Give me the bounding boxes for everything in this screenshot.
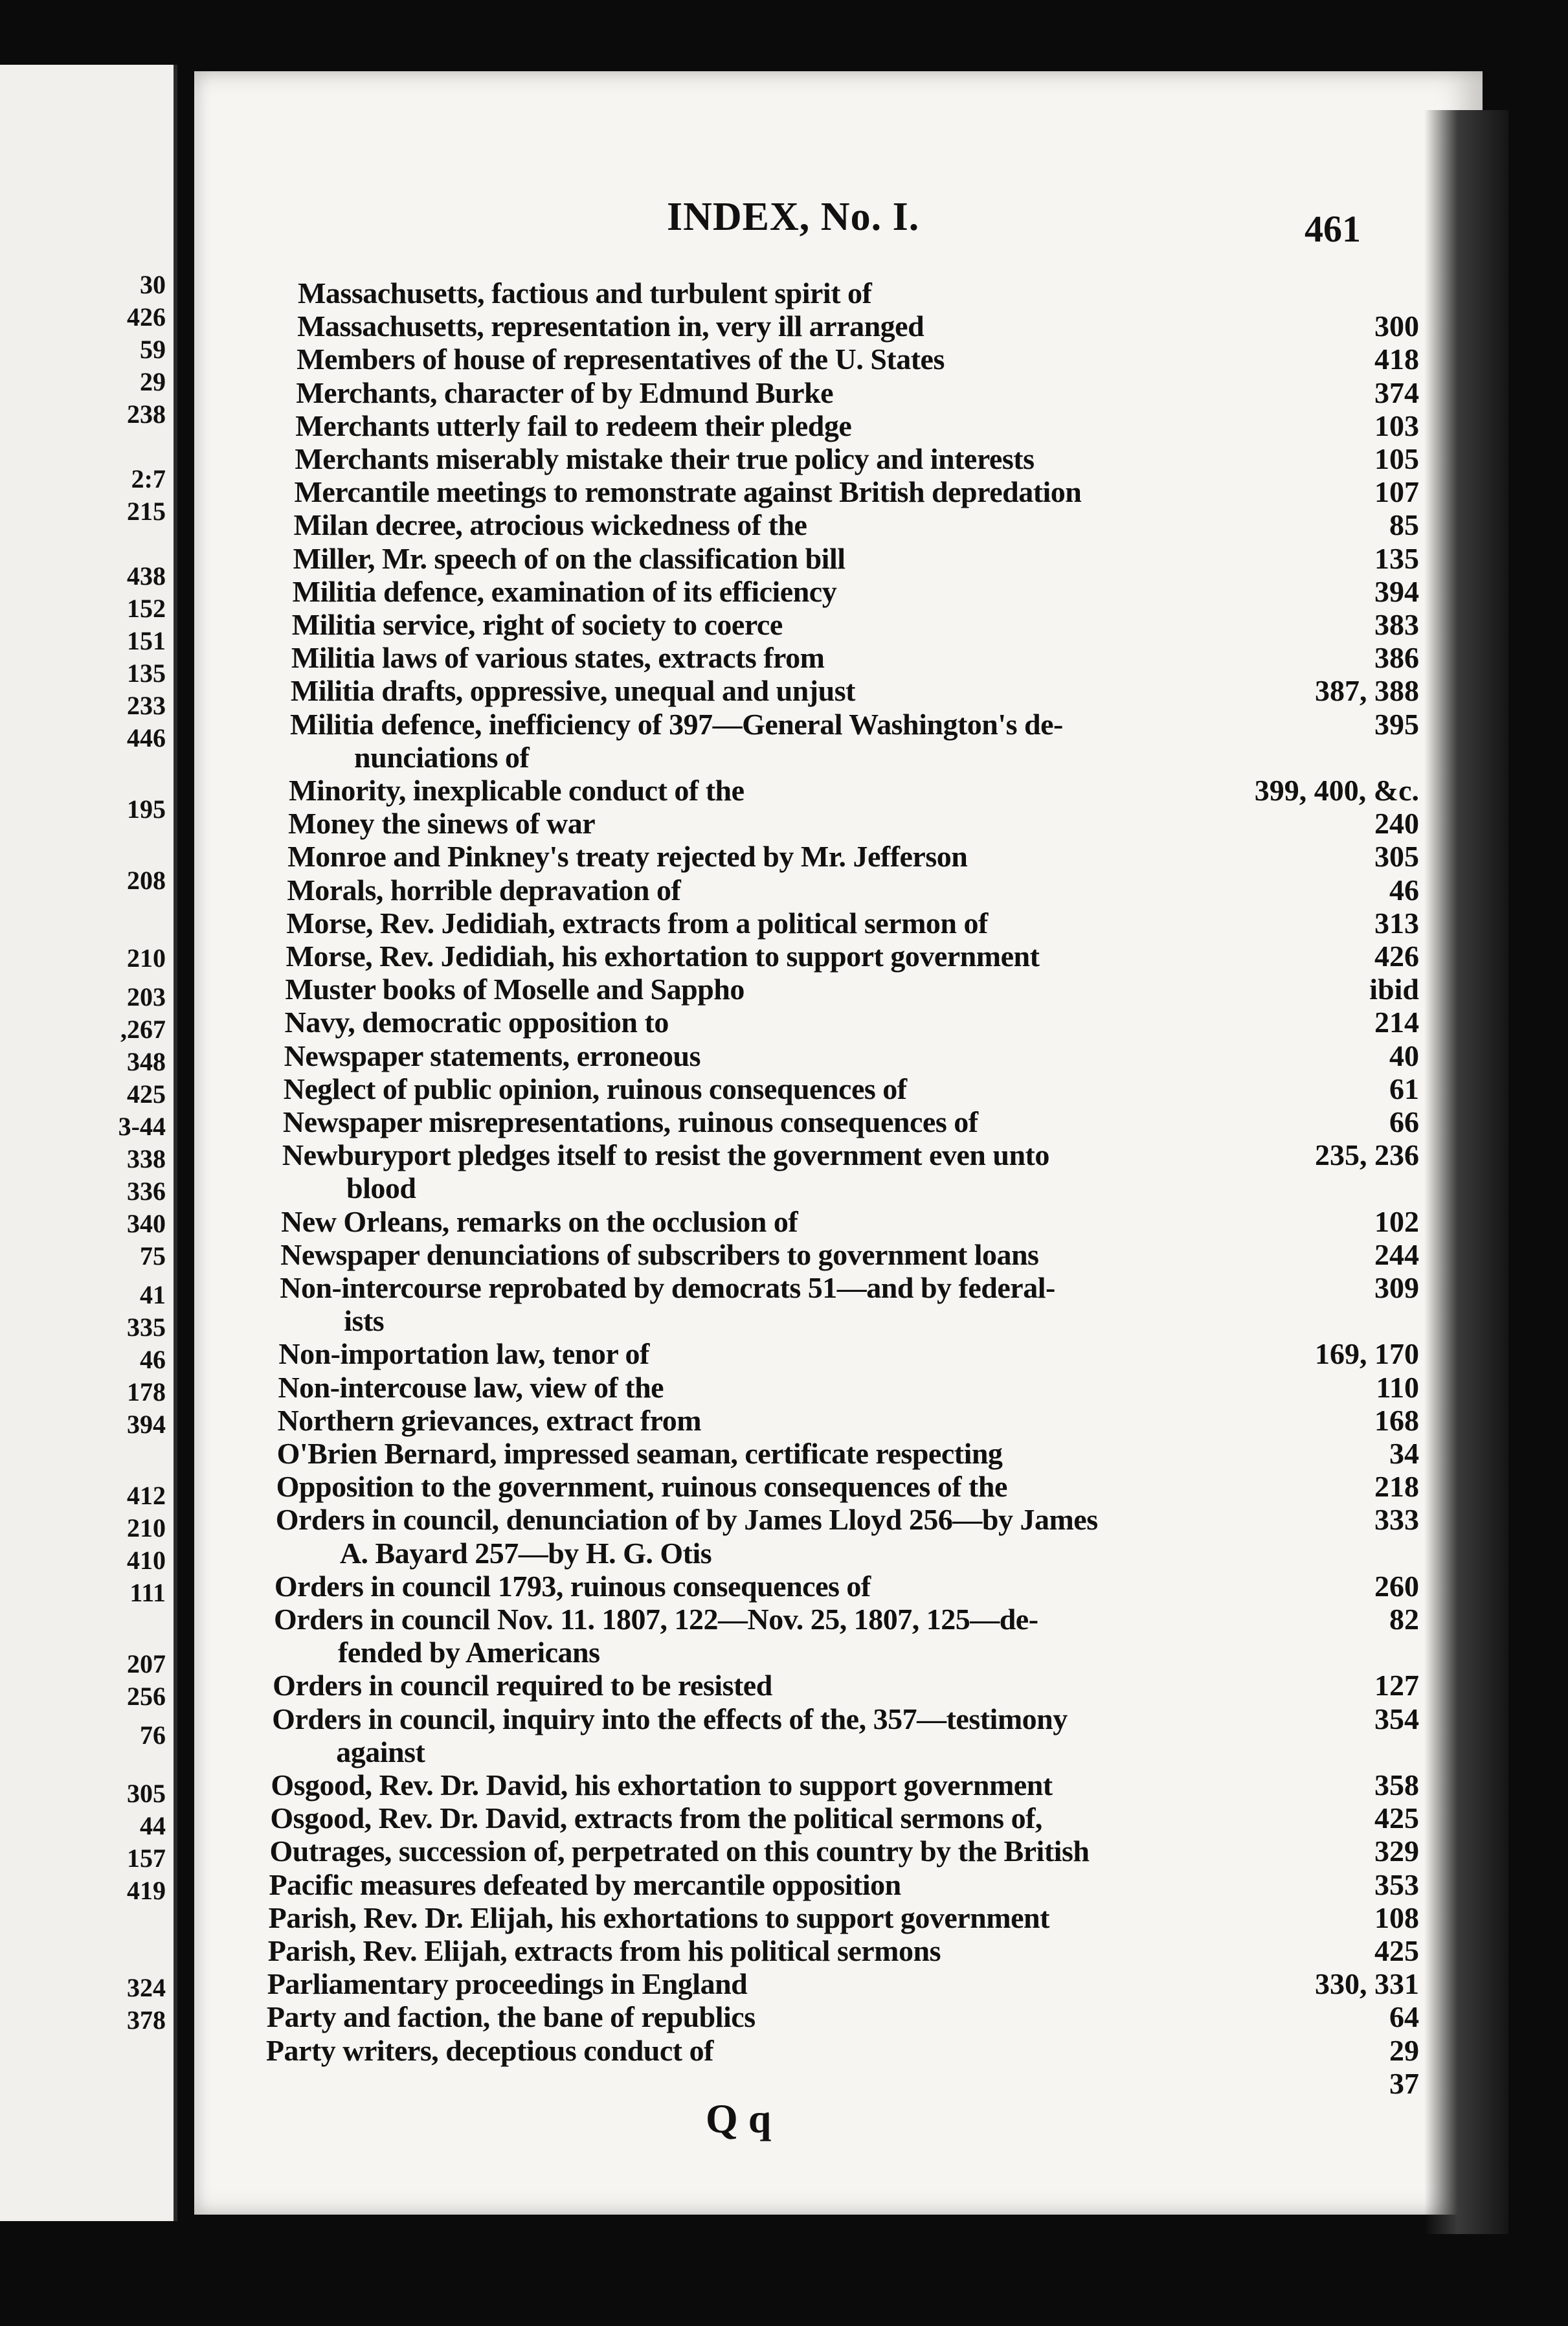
index-entry-page: 34 xyxy=(1389,1437,1419,1470)
left-page-number: 336 xyxy=(127,1177,166,1206)
index-entry-text: Morals, horrible depravation of xyxy=(287,873,681,907)
index-entry-page: ibid xyxy=(1369,973,1419,1006)
index-entry-page: 383 xyxy=(1374,608,1419,641)
left-page-number: 157 xyxy=(127,1844,166,1873)
left-page-number: 75 xyxy=(140,1241,166,1270)
left-page-number: 29 xyxy=(140,367,166,396)
index-entry-text: Osgood, Rev. Dr. David, his exhortation to support government xyxy=(271,1768,1053,1801)
left-page-number: 215 xyxy=(127,497,166,526)
index-entry-page: 85 xyxy=(1389,508,1419,542)
index-entry-page: 107 xyxy=(1374,475,1419,509)
left-page-number: 152 xyxy=(127,594,166,623)
index-entry-text: Outrages, succession of, perpetrated on this country by the British xyxy=(269,1835,1090,1868)
left-page-number: 348 xyxy=(127,1047,166,1076)
index-entry-page: 240 xyxy=(1374,807,1419,841)
index-entry-page: 260 xyxy=(1374,1569,1419,1603)
index-entry-text: blood xyxy=(346,1171,416,1205)
left-page-number: 233 xyxy=(127,691,166,720)
index-entry-text: Non-intercouse law, view of the xyxy=(278,1370,664,1404)
index-entry-text: Miller, Mr. speech of on the classification bill xyxy=(293,541,846,575)
index-entry-text: Muster books of Moselle and Sappho xyxy=(285,973,745,1006)
left-page-number: 412 xyxy=(127,1481,166,1510)
index-entry-page: 333 xyxy=(1374,1503,1419,1537)
left-page-number: 3-44 xyxy=(118,1112,166,1141)
index-entry-page: 103 xyxy=(1374,409,1419,442)
index-entry-text: Money the sinews of war xyxy=(288,807,596,841)
index-entry-text: Minority, inexplicable conduct of the xyxy=(289,774,745,807)
left-page-number: 338 xyxy=(127,1144,166,1173)
left-page-number: 446 xyxy=(127,723,166,752)
index-entry-page: 305 xyxy=(1374,840,1419,874)
left-page-number: 305 xyxy=(127,1779,166,1808)
index-entry-text: Militia service, right of society to coerce xyxy=(291,608,783,641)
index-entry-page: 353 xyxy=(1374,1868,1419,1901)
left-page-number: 207 xyxy=(127,1649,166,1678)
left-page-number: 238 xyxy=(127,400,166,429)
left-page-number: 46 xyxy=(140,1345,166,1374)
index-entry-page: 168 xyxy=(1374,1403,1419,1437)
left-page-number: 195 xyxy=(127,795,166,824)
left-page-number: 203 xyxy=(127,982,166,1011)
index-entry-text: New Orleans, remarks on the occlusion of xyxy=(281,1204,798,1238)
index-entry-page: 235, 236 xyxy=(1315,1138,1419,1172)
index-entry-text: Parliamentary proceedings in England xyxy=(267,1967,748,2001)
index-entry-page: 394 xyxy=(1374,574,1419,608)
left-page-number: 324 xyxy=(127,1973,166,2002)
index-entry-page: 374 xyxy=(1374,376,1419,409)
index-entry-text: Milan decree, atrocious wickedness of the xyxy=(293,508,807,542)
index-entry-text: Orders in council 1793, ruinous consequences of xyxy=(274,1569,871,1603)
left-page-number: 208 xyxy=(127,866,166,895)
index-entry-text: Mercantile meetings to remonstrate against British depredation xyxy=(294,475,1082,509)
index-entry-page: 354 xyxy=(1374,1702,1419,1735)
index-entry-page: 169, 170 xyxy=(1315,1337,1419,1371)
index-entry-text: Party writers, deceptious conduct of xyxy=(265,2033,713,2067)
left-page-number: 41 xyxy=(140,1280,166,1309)
index-entry-text: nunciations of xyxy=(354,740,530,774)
left-page-number: 59 xyxy=(140,335,166,364)
index-entry-text: Newspaper statements, erroneous xyxy=(284,1039,701,1072)
index-entry-page: 300 xyxy=(1374,310,1419,343)
left-page-number: 2:7 xyxy=(131,464,166,493)
index-entry-page: 387, 388 xyxy=(1315,674,1419,708)
index-entry-text: Party and faction, the bane of republics xyxy=(266,2000,756,2034)
index-entry-page: 425 xyxy=(1374,1801,1419,1835)
index-entry-page: 386 xyxy=(1374,641,1419,675)
running-title: INDEX, No. I. xyxy=(667,195,920,239)
index-entry-text: Neglect of public opinion, ruinous consequences of xyxy=(283,1072,907,1105)
index-entry-page: 37 xyxy=(1389,2066,1419,2100)
index-entry-page: 425 xyxy=(1374,1934,1419,1967)
index-entry-text: Orders in council, inquiry into the effects of the, 357—testimony xyxy=(272,1702,1068,1735)
left-page-number: 135 xyxy=(127,659,166,688)
index-entry-page: 399, 400, &c. xyxy=(1254,774,1419,807)
index-entry-text: Opposition to the government, ruinous consequences of the xyxy=(276,1470,1007,1504)
signature-mark: Q q xyxy=(706,2095,772,2141)
index-entry-text: Orders in council Nov. 11. 1807, 122—Nov. 25, 1807, 125—de- xyxy=(273,1603,1038,1636)
index-entry-text: Orders in council, denunciation of by James Lloyd 256—by James xyxy=(275,1503,1098,1537)
index-entry-text: Monroe and Pinkney's treaty rejected by Mr. Jefferson xyxy=(287,840,968,874)
index-entry-page: 218 xyxy=(1374,1470,1419,1504)
index-entry-text: Members of house of representatives of the U. States xyxy=(297,343,945,376)
index-entry-text: Massachusetts, representation in, very ill arranged xyxy=(297,310,924,343)
index-entry-page: 102 xyxy=(1374,1204,1419,1238)
index-entry-text: fended by Americans xyxy=(338,1636,600,1669)
index-entry-text: A. Bayard 257—by H. G. Otis xyxy=(339,1536,712,1570)
index-entry-text: Massachusetts, factious and turbulent spirit of xyxy=(298,277,872,310)
index-entry-page: 66 xyxy=(1389,1105,1419,1138)
index-entry-text: Non-importation law, tenor of xyxy=(278,1337,649,1371)
index-entry-text: Osgood, Rev. Dr. David, extracts from the political sermons of, xyxy=(270,1801,1042,1835)
left-page-number: 378 xyxy=(127,2005,166,2035)
index-entry-text: against xyxy=(336,1735,425,1768)
index-entry-text: Militia laws of various states, extracts from xyxy=(291,641,825,675)
left-page-number: 426 xyxy=(127,302,166,332)
index-entry-page: 426 xyxy=(1374,940,1419,973)
left-page-number: 76 xyxy=(140,1721,166,1750)
index-entry-text: Militia defence, examination of its efficiency xyxy=(292,574,837,608)
index-entry-text: ists xyxy=(344,1304,385,1338)
left-page-number: 44 xyxy=(140,1811,166,1840)
left-page-number: 210 xyxy=(127,1513,166,1542)
index-entry-page: 110 xyxy=(1376,1370,1419,1404)
left-page-number: 256 xyxy=(127,1682,166,1711)
index-entry-text: Militia drafts, oppressive, unequal and unjust xyxy=(290,674,855,708)
index-entry-text: Morse, Rev. Jedidiah, his exhortation to support government xyxy=(286,940,1040,973)
index-entry-text: Northern grievances, extract from xyxy=(277,1403,702,1437)
index-entry-page: 108 xyxy=(1374,1901,1419,1934)
left-page-number: 425 xyxy=(127,1079,166,1109)
index-entry-text: Merchants, character of by Edmund Burke xyxy=(296,376,834,409)
index-entry-page: 329 xyxy=(1374,1835,1419,1868)
index-entry-text: Morse, Rev. Jedidiah, extracts from a political sermon of xyxy=(286,906,988,940)
left-page-number: ,267 xyxy=(120,1015,166,1044)
index-entry-text: Navy, democratic opposition to xyxy=(284,1006,669,1039)
index-entry-page: 29 xyxy=(1389,2033,1419,2067)
left-page-number: 335 xyxy=(127,1313,166,1342)
index-entry-page: 127 xyxy=(1374,1669,1419,1702)
index-entry-page: 313 xyxy=(1374,906,1419,940)
index-entry-page: 40 xyxy=(1389,1039,1419,1072)
index-entry-text: Militia defence, inefficiency of 397—General Washington's de- xyxy=(289,707,1063,741)
index-entry-text: Merchants miserably mistake their true policy and interests xyxy=(295,442,1035,475)
left-page-number: 151 xyxy=(127,626,166,655)
left-page-number: 419 xyxy=(127,1876,166,1905)
index-entry-page: 64 xyxy=(1389,2000,1419,2034)
index-entry-text: Merchants utterly fail to redeem their pledge xyxy=(295,409,852,442)
index-entry-text: Pacific measures defeated by mercantile opposition xyxy=(269,1868,901,1901)
index-entry-page: 418 xyxy=(1374,343,1419,376)
left-page-number: 394 xyxy=(127,1410,166,1439)
index-entry-page: 309 xyxy=(1374,1271,1419,1304)
index-entry-text: Parish, Rev. Dr. Elijah, his exhortations to support government xyxy=(268,1901,1049,1934)
index-entry-page: 61 xyxy=(1389,1072,1419,1105)
index-entry-text: Newspaper denunciations of subscribers to government loans xyxy=(280,1237,1039,1271)
index-entry-page: 46 xyxy=(1389,873,1419,907)
left-page-number: 210 xyxy=(127,943,166,973)
index-entry-page: 395 xyxy=(1374,707,1419,741)
index-entry-text: Newburyport pledges itself to resist the government even unto xyxy=(282,1138,1049,1172)
index-entry-page: 214 xyxy=(1374,1006,1419,1039)
index-entry-text: Orders in council required to be resisted xyxy=(273,1669,772,1702)
index-entry-page: 105 xyxy=(1374,442,1419,475)
index-entry-text: Parish, Rev. Elijah, extracts from his political sermons xyxy=(267,1934,941,1967)
left-page-number: 30 xyxy=(140,270,166,299)
left-page-number: 178 xyxy=(127,1377,166,1406)
index-entry-text: O'Brien Bernard, impressed seaman, certificate respecting xyxy=(276,1437,1003,1470)
left-page-number: 438 xyxy=(127,561,166,591)
index-entry-page: 82 xyxy=(1389,1603,1419,1636)
index-entry-page: 330, 331 xyxy=(1315,1967,1419,2001)
index-entry-page: 135 xyxy=(1374,541,1419,575)
index-entry-page: 244 xyxy=(1374,1237,1419,1271)
index-entry-text: Newspaper misrepresentations, ruinous consequences of xyxy=(282,1105,978,1138)
page-number: 461 xyxy=(1305,208,1361,250)
left-page-number: 410 xyxy=(127,1546,166,1575)
index-entry-text: Non-intercourse reprobated by democrats 51—and by federal- xyxy=(280,1271,1055,1304)
left-page-number: 340 xyxy=(127,1209,166,1238)
index-entry-page: 358 xyxy=(1374,1768,1419,1801)
left-page-number: 111 xyxy=(129,1578,166,1607)
